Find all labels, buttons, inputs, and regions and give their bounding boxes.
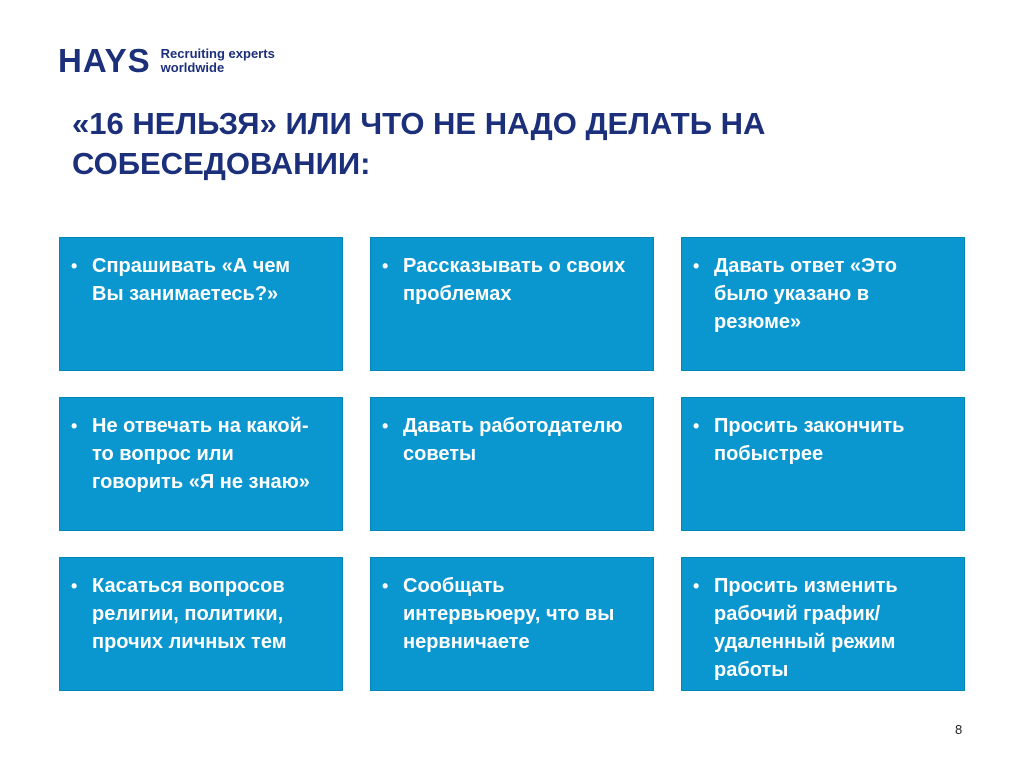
logo-tagline — [161, 47, 275, 75]
bullet-icon: • — [71, 576, 78, 596]
tip-text: Спрашивать «А чем Вы занимаетесь?» — [92, 255, 291, 305]
tip-text: Не отвечать на какой-то вопрос или говорить «Я не знаю» — [92, 415, 310, 493]
tip-card — [681, 397, 965, 531]
tip-card — [59, 397, 343, 531]
tip-text: Касаться вопросов религии, политики, прочих личных тем — [92, 575, 287, 653]
bullet-icon: • — [382, 416, 389, 436]
tip-text: Давать ответ «Это было указано в резюме» — [714, 255, 898, 333]
tip-card — [681, 237, 965, 371]
tip-card — [370, 397, 654, 531]
bullet-icon: • — [382, 576, 389, 596]
page-number: 8 — [955, 722, 963, 737]
logo-wordmark: HAYS — [58, 42, 151, 79]
bullet-icon: • — [382, 256, 389, 276]
tip-card — [59, 237, 343, 371]
hays-logo — [58, 44, 275, 77]
tip-text: Просить изменить рабочий график/удаленный режим работы — [714, 575, 898, 681]
tip-text: Сообщать интервьюеру, что вы нервничаете — [403, 575, 615, 653]
logo-tagline-line2: worldwide — [160, 59, 225, 75]
tip-text: Рассказывать о своих проблемах — [403, 255, 626, 305]
tip-card — [59, 557, 343, 691]
slide-title: «16 НЕЛЬЗЯ» ИЛИ ЧТО НЕ НАДО ДЕЛАТЬ НА СОБЕСЕДОВАНИИ: — [72, 106, 766, 181]
tip-card — [370, 557, 654, 691]
tip-card — [681, 557, 965, 691]
bullet-icon: • — [693, 256, 700, 276]
logo-tagline-line1: Recruiting experts — [160, 45, 275, 61]
tips-grid — [59, 237, 965, 691]
bullet-icon: • — [71, 416, 78, 436]
tip-card — [370, 237, 654, 371]
bullet-icon: • — [71, 256, 78, 276]
tip-text: Просить закончить побыстрее — [714, 415, 905, 465]
tip-text: Давать работодателю советы — [403, 415, 623, 465]
bullet-icon: • — [693, 416, 700, 436]
bullet-icon: • — [693, 576, 700, 596]
